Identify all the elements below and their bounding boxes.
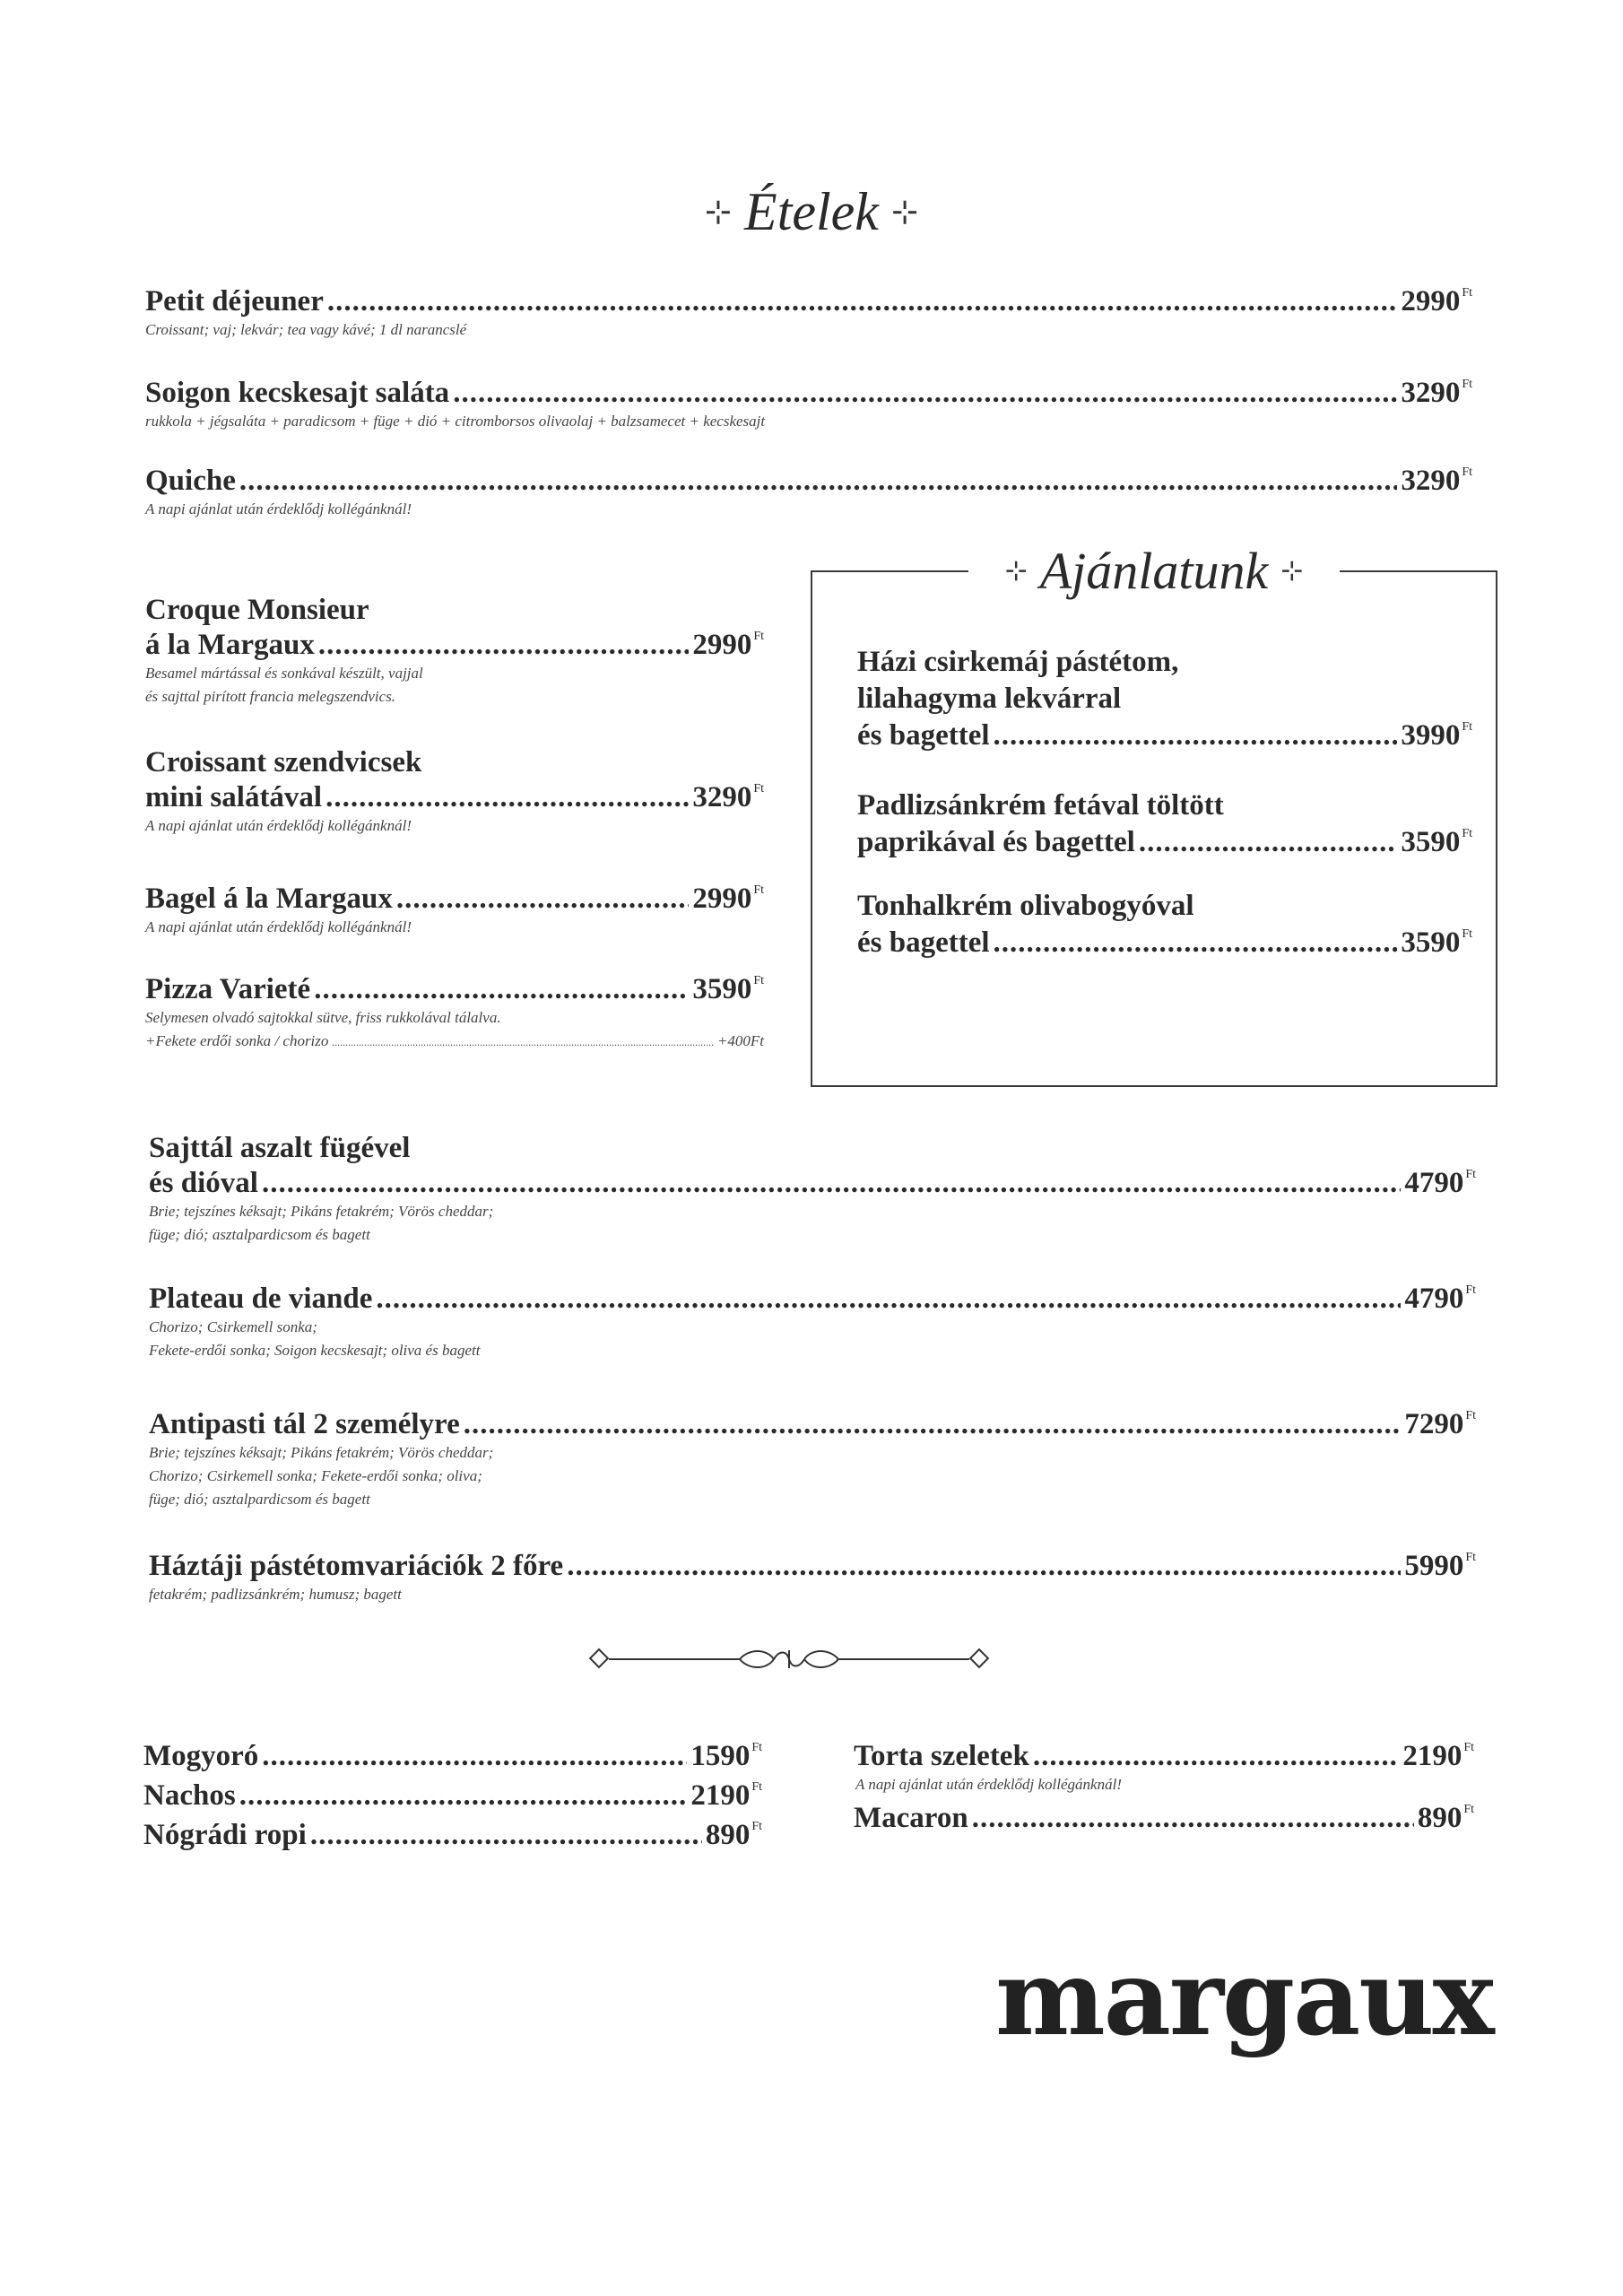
currency-unit: Ft [753,630,764,643]
menu-item [149,1408,1476,1511]
snack-list-right [854,1740,1474,1835]
item-name: Antipasti tál 2 személyre [149,1408,460,1440]
currency-unit: Ft [1465,1551,1476,1564]
item-description: rukkola + jégsaláta + paradicsom + füge + dió + citromborsos olivaolaj + balzsamecet + kecskesajt [145,413,766,430]
item-name: Pizza Varieté [145,973,311,1005]
item-description: Chorizo; Csirkemell sonka; Fekete-erdői sonka; oliva; [149,1467,482,1484]
item-price: 890 $^{Ft}$ [705,1819,762,1851]
currency-unit: Ft [1463,1803,1474,1816]
item-name-line: Sajttál aszalt fügével [149,1132,411,1164]
leader-dots [262,1740,687,1773]
leader-dots [453,377,1397,410]
currency-unit: Ft [751,1741,762,1754]
item-price: 5990 $^{Ft}$ [1404,1550,1476,1582]
item-description: füge; dió; asztalpardicsom és bagett [149,1226,370,1243]
item-price: 3990 $^{Ft}$ [1401,719,1472,752]
menu-item [145,377,1472,433]
menu-item [149,1550,1476,1606]
leader-dots [972,1802,1414,1835]
leader-dots [239,1779,688,1813]
item-description: A napi ajánlat után érdeklődj kollégánknál! [145,817,412,834]
leader-dots [325,781,689,814]
leader-dots [262,1167,1401,1200]
snack-list-left [143,1740,762,1858]
leader-dots [994,719,1398,752]
flourish-left-icon: ⊹ [1004,555,1028,586]
currency-unit: Ft [1462,927,1472,941]
item-description: Croissant; vaj; lekvár; tea vagy kávé; 1 dl narancslé [145,321,467,338]
currency-unit: Ft [1463,1741,1474,1754]
recommendation-heading [968,538,1340,603]
item-description: Fekete-erdői sonka; Soigon kecskesajt; oliva és bagett [149,1342,481,1359]
extra-option-price: +400Ft [716,1032,764,1049]
menu-item-row [854,1740,1474,1773]
leader-dots [314,973,689,1006]
brand-logo: margaux [995,1937,1493,2059]
item-price: 3290 $^{Ft}$ [1401,465,1472,497]
menu-item-row [143,1779,762,1819]
item-name-line: Padlizsánkrém fetával töltött [857,789,1224,822]
item-description: Brie; tejszínes kéksajt; Pikáns fetakrém; Vörös cheddar; [149,1203,494,1220]
item-name: Petit déjeuner [145,285,324,317]
leader-dots [327,285,1397,318]
item-name: Háztáji pástétomvariációk 2 főre [149,1550,564,1582]
item-description: Brie; tejszínes kéksajt; Pikáns fetakrém; Vörös cheddar; [149,1444,494,1461]
item-price: 2990 $^{Ft}$ [1401,285,1472,317]
menu-item-row [854,1802,1474,1835]
item-price: 1590 $^{Ft}$ [690,1740,762,1772]
item-price: 3290 $^{Ft}$ [692,781,764,813]
leader-dots [567,1550,1401,1583]
flourish-right-icon: ⊹ [1280,555,1304,586]
box-top-border [811,570,968,572]
leader-dots [318,629,689,662]
item-name: mini salátával [145,781,323,813]
menu-item [145,746,764,838]
currency-unit: Ft [1465,1283,1476,1297]
menu-item [145,883,764,939]
menu-item-row [145,629,764,662]
item-description: és sajttal pirított francia melegszendvics. [145,688,396,705]
currency-unit: Ft [753,782,764,796]
recommendation-item [857,789,1472,859]
menu-item [145,285,1472,342]
menu-item [145,594,764,709]
menu-item-row [857,826,1472,859]
leader-dots [376,1283,1401,1316]
menu-item-row [145,973,764,1006]
menu-item-row [145,781,764,814]
currency-unit: Ft [1462,378,1472,391]
item-price: 3590 $^{Ft}$ [692,973,764,1005]
item-name-line: Croissant szendvicsek [145,746,422,778]
currency-unit: Ft [753,883,764,897]
menu-item-row [149,1283,1476,1316]
leader-dots [396,883,689,916]
menu-item [149,1132,1476,1247]
leader-dots [239,465,1397,498]
item-name: Nógrádi ropi [143,1819,307,1851]
item-description: Besamel mártással és sonkával készült, vajjal [145,665,423,682]
item-name: Nachos [143,1779,236,1812]
menu-item [145,465,1472,521]
item-price: 4790 $^{Ft}$ [1404,1283,1476,1315]
item-price: 2190 $^{Ft}$ [1402,1740,1474,1772]
recommendation-title: Ajánlatunk [1039,541,1269,600]
item-name: Quiche [145,465,236,497]
flourish-left-icon: ⊹ [704,194,733,230]
flourish-right-icon: ⊹ [890,194,919,230]
currency-unit: Ft [753,974,764,987]
menu-item-row [857,719,1472,752]
item-name-line: Tonhalkrém olivabogyóval [857,890,1194,922]
item-name: és bagettel [857,719,990,752]
leader-dots [310,1819,702,1852]
leader-dots [464,1408,1402,1441]
page-title: Ételek [744,181,879,241]
item-price: 2990 $^{Ft}$ [692,629,764,661]
item-name: paprikával és bagettel [857,826,1135,858]
item-name-line: Házi csirkemáj pástétom, [857,646,1179,678]
item-name-line: Croque Monsieur [145,594,369,626]
recommendation-item [857,890,1472,960]
item-name-line: lilahagyma lekvárral [857,683,1122,715]
item-name: Soigon kecskesajt saláta [145,377,450,409]
currency-unit: Ft [1462,286,1472,300]
item-description: A napi ajánlat után érdeklődj kollégánknál! [145,918,412,935]
currency-unit: Ft [751,1820,762,1833]
item-price: 7290 $^{Ft}$ [1404,1408,1476,1440]
item-name: Macaron [854,1802,968,1834]
menu-item-row [149,1167,1476,1200]
item-description: Chorizo; Csirkemell sonka; [149,1318,317,1335]
item-description: Selymesen olvadó sajtokkal sütve, friss rukkolával tálalva. [145,1009,501,1026]
item-price: 3590 $^{Ft}$ [1401,926,1472,959]
currency-unit: Ft [1462,720,1472,734]
item-price: 3290 $^{Ft}$ [1401,377,1472,409]
item-description: A napi ajánlat után érdeklődj kollégánknál! [145,500,412,517]
menu-item-row [149,1408,1476,1441]
menu-item-row [145,883,764,916]
menu-item-row [145,377,1472,410]
extra-option-label: +Fekete erdői sonka / chorizo [145,1032,329,1049]
item-name: á la Margaux [145,629,315,661]
item-name: és dióval [149,1167,258,1199]
leader-dots [994,926,1398,960]
currency-unit: Ft [1465,1409,1476,1422]
leader-dots [1033,1740,1400,1773]
currency-unit: Ft [751,1780,762,1794]
currency-unit: Ft [1462,827,1472,840]
menu-item-row [143,1819,762,1858]
leader-dots [1139,826,1397,859]
currency-unit: Ft [1465,1168,1476,1181]
item-price: 3590 $^{Ft}$ [1401,826,1472,858]
menu-item-row [145,465,1472,498]
item-description: füge; dió; asztalpardicsom és bagett [149,1491,370,1508]
item-price: 2190 $^{Ft}$ [690,1779,762,1812]
item-price: 4790 $^{Ft}$ [1404,1167,1476,1199]
ornamental-divider-icon [587,1643,991,1675]
item-price: 2990 $^{Ft}$ [692,883,764,915]
menu-item-row [149,1550,1476,1583]
item-name: Mogyoró [143,1740,259,1772]
menu-item-row [857,926,1472,960]
item-name: Plateau de viande [149,1283,373,1315]
box-top-border [1340,570,1497,572]
item-name: Bagel á la Margaux [145,883,393,915]
item-price: 890 $^{Ft}$ [1417,1802,1474,1834]
item-name: és bagettel [857,926,990,959]
leader-dots [332,1031,714,1054]
menu-item-row [143,1740,762,1779]
recommendation-item [857,646,1472,752]
currency-unit: Ft [1462,465,1472,479]
menu-item-row [145,285,1472,318]
extra-option-row [145,1030,764,1054]
page-heading [0,176,1623,248]
menu-item [145,973,764,1054]
item-name: Torta szeletek [854,1740,1029,1772]
menu-item [149,1283,1476,1362]
item-description: fetakrém; padlizsánkrém; humusz; bagett [149,1586,402,1603]
item-description: A napi ajánlat után érdeklődj kollégánknál! [855,1776,1122,1793]
